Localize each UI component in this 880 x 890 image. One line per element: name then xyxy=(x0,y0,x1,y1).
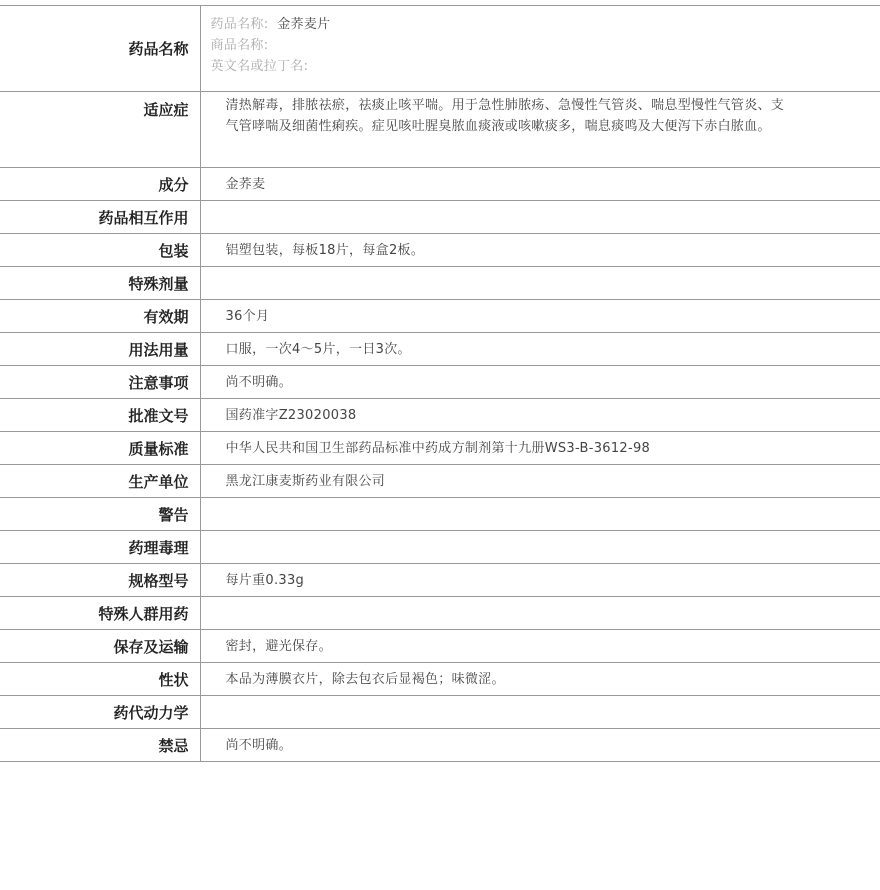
row-value: 每片重0.33g xyxy=(200,564,880,597)
row-drug-name xyxy=(0,6,880,92)
row-label: 用法用量 xyxy=(0,333,200,366)
row-label: 药品名称 xyxy=(0,6,200,92)
row-label: 特殊剂量 xyxy=(0,267,200,300)
drug-info-table xyxy=(0,5,880,762)
row-value: 口服，一次4～5片，一日3次。 xyxy=(200,333,880,366)
row-label: 包装 xyxy=(0,234,200,267)
row-specification xyxy=(0,564,880,597)
row-pharmacology-toxicology xyxy=(0,531,880,564)
row-label: 质量标准 xyxy=(0,432,200,465)
row-label: 特殊人群用药 xyxy=(0,597,200,630)
row-value: 密封，避光保存。 xyxy=(200,630,880,663)
drug-names-cell xyxy=(200,6,880,92)
row-value: 尚不明确。 xyxy=(200,366,880,399)
row-value xyxy=(200,201,880,234)
row-drug-interactions xyxy=(0,201,880,234)
trade-name-key: 商品名称: xyxy=(210,38,269,53)
row-label: 批准文号 xyxy=(0,399,200,432)
row-special-dosage xyxy=(0,267,880,300)
english-name-line xyxy=(211,56,791,77)
row-value: 金荞麦 xyxy=(200,168,880,201)
row-label: 药理毒理 xyxy=(0,531,200,564)
row-label: 成分 xyxy=(0,168,200,201)
row-contraindications xyxy=(0,729,880,762)
row-value: 铝塑包装，每板18片，每盒2板。 xyxy=(200,234,880,267)
row-label: 有效期 xyxy=(0,300,200,333)
english-name-key: 英文名或拉丁名: xyxy=(210,59,309,74)
row-usage-dosage xyxy=(0,333,880,366)
row-value: 中华人民共和国卫生部药品标准中药成方制剂第十九册WS3-B-3612-98 xyxy=(200,432,880,465)
row-label: 药品相互作用 xyxy=(0,201,200,234)
row-special-populations xyxy=(0,597,880,630)
row-value: 本品为薄膜衣片，除去包衣后显褐色；味微涩。 xyxy=(200,663,880,696)
row-label: 规格型号 xyxy=(0,564,200,597)
row-packaging xyxy=(0,234,880,267)
row-label: 药代动力学 xyxy=(0,696,200,729)
row-value xyxy=(200,531,880,564)
row-value: 黑龙江康麦斯药业有限公司 xyxy=(200,465,880,498)
drug-name-key: 药品名称: xyxy=(210,17,269,32)
row-description xyxy=(0,663,880,696)
row-value xyxy=(200,597,880,630)
row-value xyxy=(200,267,880,300)
row-quality-standard xyxy=(0,432,880,465)
row-value: 36个月 xyxy=(200,300,880,333)
row-label: 注意事项 xyxy=(0,366,200,399)
row-ingredients xyxy=(0,168,880,201)
row-approval-number xyxy=(0,399,880,432)
trade-name-line xyxy=(211,35,791,56)
drug-name-line xyxy=(211,14,791,35)
row-manufacturer xyxy=(0,465,880,498)
row-shelf-life xyxy=(0,300,880,333)
row-label: 生产单位 xyxy=(0,465,200,498)
row-storage-transport xyxy=(0,630,880,663)
row-value: 尚不明确。 xyxy=(200,729,880,762)
row-label: 保存及运输 xyxy=(0,630,200,663)
row-precautions xyxy=(0,366,880,399)
row-value xyxy=(200,696,880,729)
row-label: 适应症 xyxy=(0,92,200,168)
row-label: 性状 xyxy=(0,663,200,696)
row-value: 清热解毒，排脓祛瘀，祛痰止咳平喘。用于急性肺脓疡、急慢性气管炎、喘息型慢性气管炎、支气管哮喘及细菌性痢疾。症见咳吐腥臭脓血痰液或咳嗽痰多，喘息痰鸣及大便泻下赤白脓血。 xyxy=(200,92,880,168)
row-warning xyxy=(0,498,880,531)
row-label: 禁忌 xyxy=(0,729,200,762)
row-pharmacokinetics xyxy=(0,696,880,729)
drug-name-value: 金荞麦片 xyxy=(277,17,331,32)
row-value: 国药准字Z23020038 xyxy=(200,399,880,432)
row-label: 警告 xyxy=(0,498,200,531)
row-value xyxy=(200,498,880,531)
row-indications xyxy=(0,92,880,168)
